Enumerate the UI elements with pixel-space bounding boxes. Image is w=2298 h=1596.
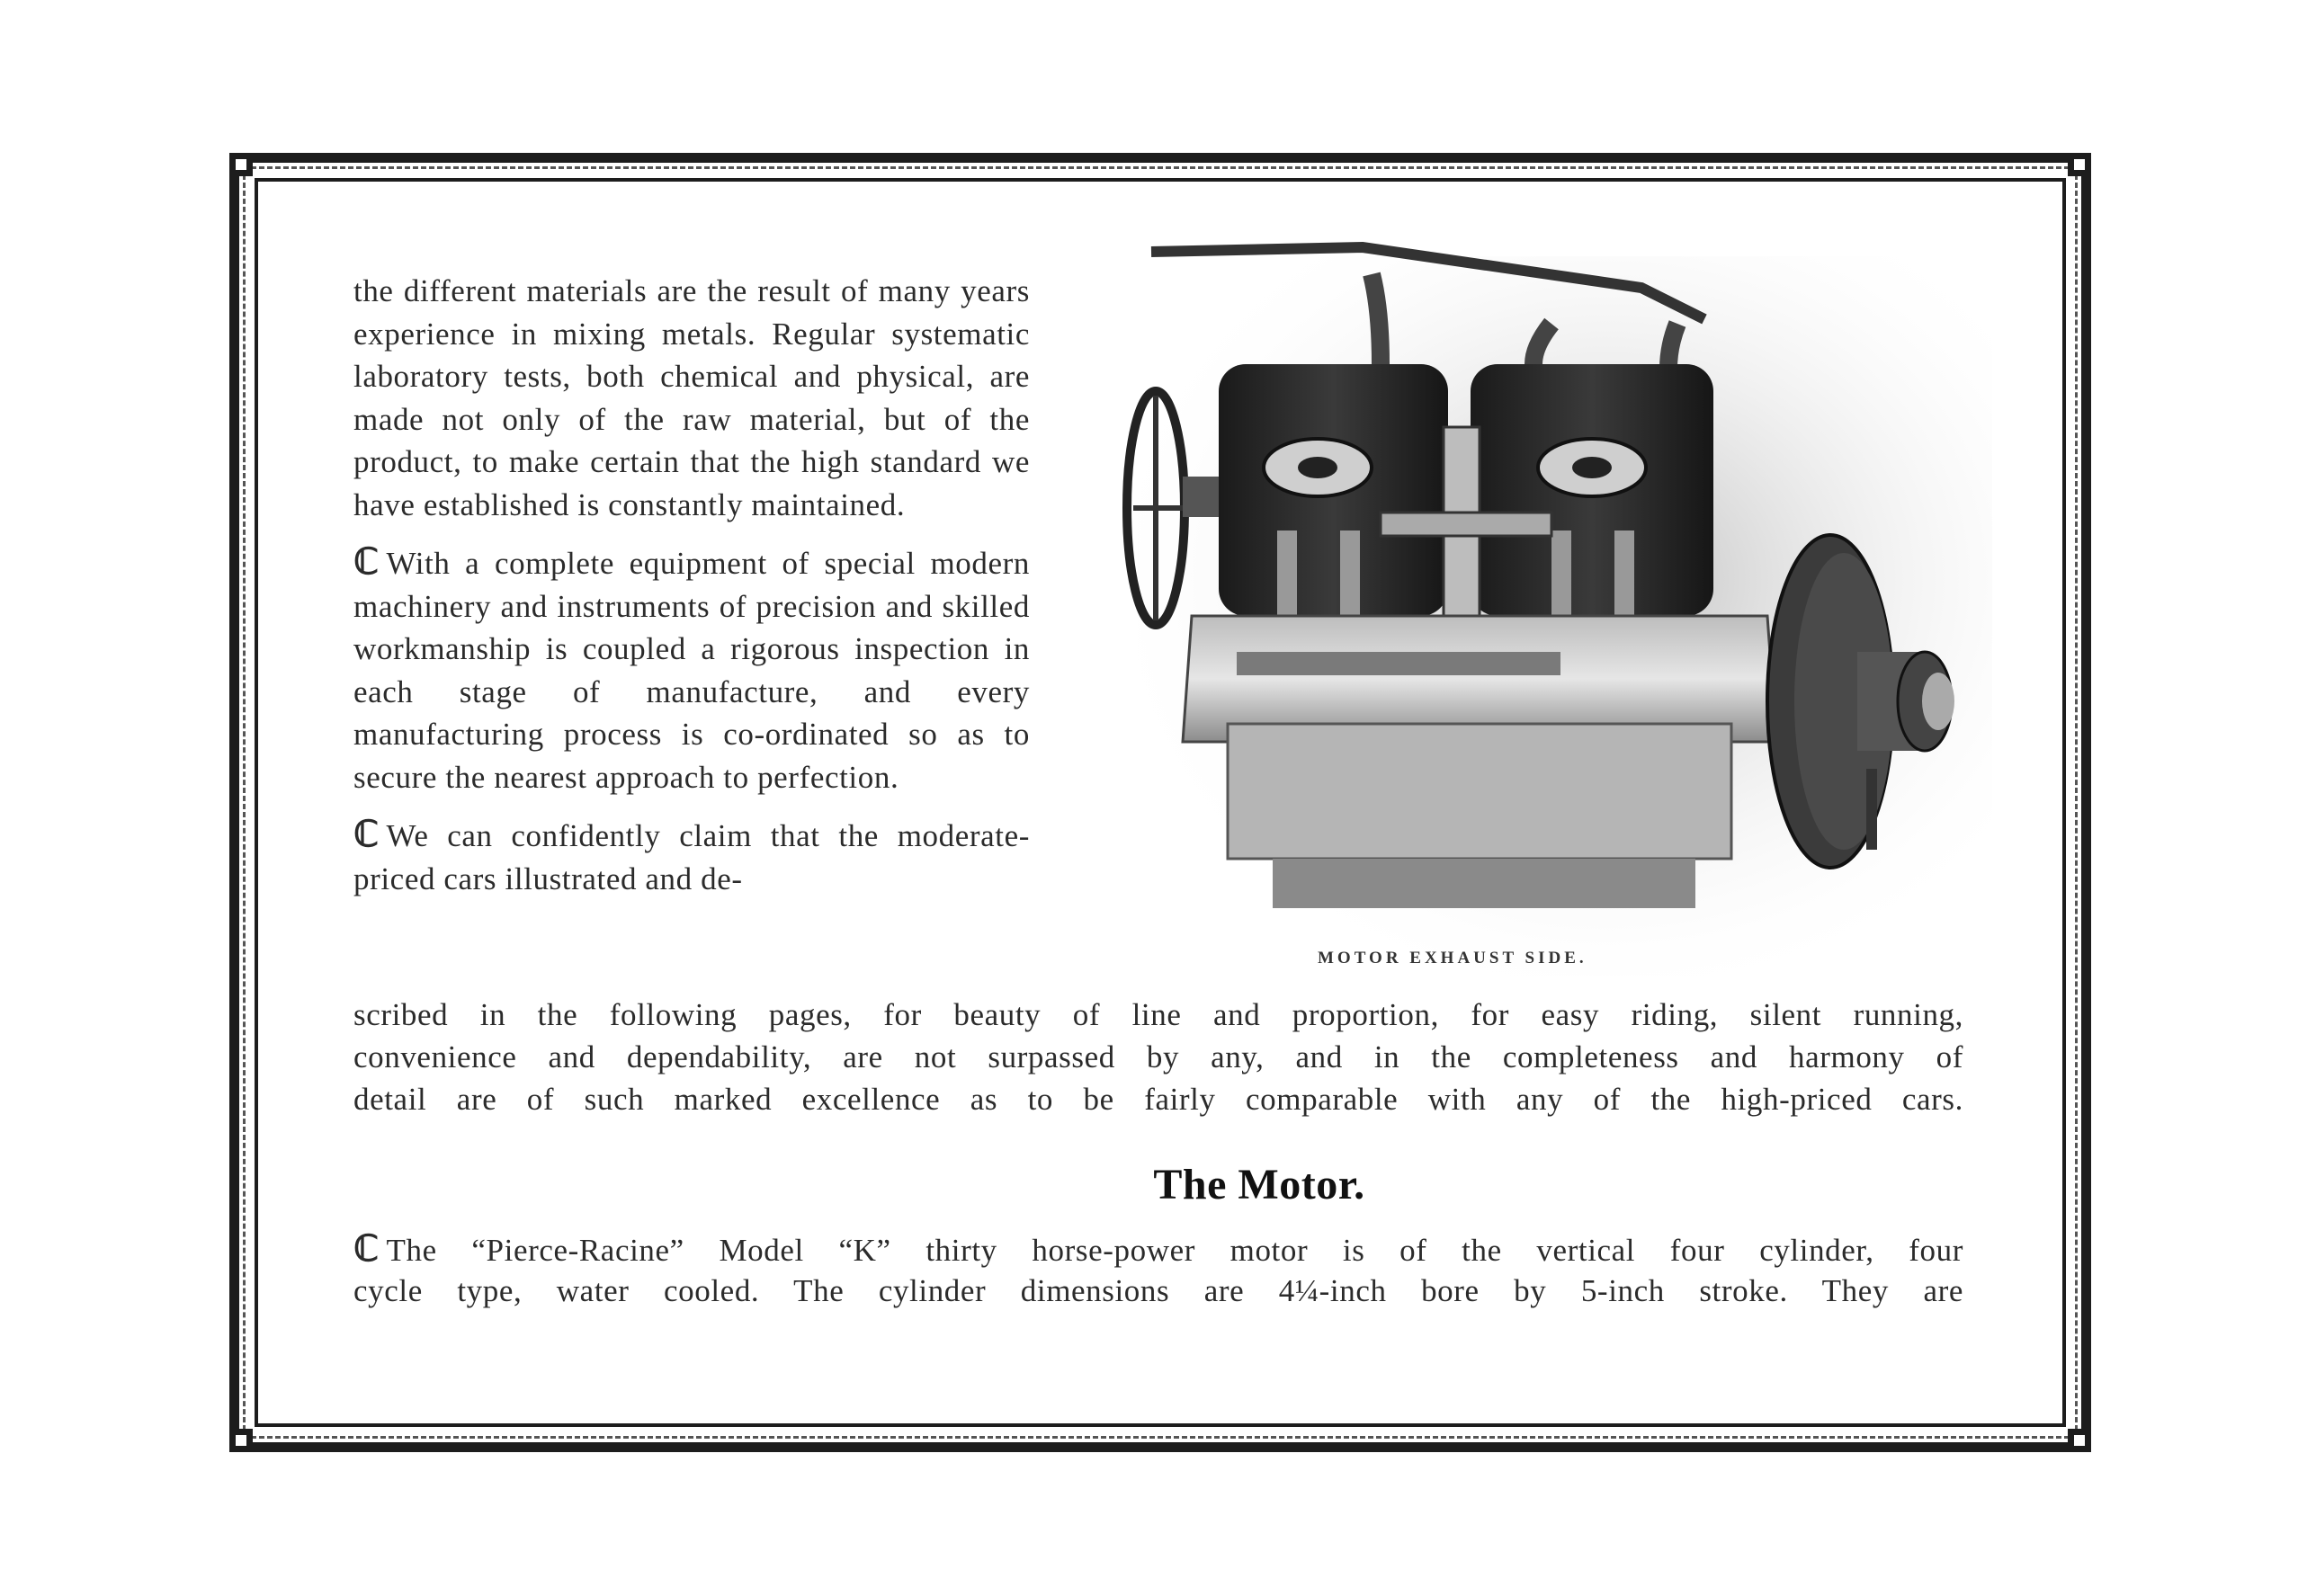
motor-paragraph-line: cycle type, water cooled. The cylinder dimensions are 4¼-inch bore by 5-inch stroke. They are bbox=[353, 1273, 1963, 1308]
paragraph-materials: the different materials are the result of many years experience in mixing metals. Regular systematic laboratory tests, both chemical and physical, are made not only of the raw material, but of the product, to make certain that the high standard we have established is constantly maintained. bbox=[353, 273, 1030, 522]
border-corner-ornament bbox=[2068, 1429, 2091, 1452]
paragraph-equipment: ℂ With a complete equipment of special modern machinery and instruments of precision and skilled workmanship is coupled a rigorous inspection in each stage of manufacture, and every manufacturing process is co-ordinated so as to secure the nearest approach to perfection. bbox=[353, 541, 1030, 795]
paragraph-mark-icon: ℂ bbox=[353, 814, 380, 854]
left-text-column bbox=[353, 270, 1030, 914]
border-corner-ornament bbox=[229, 153, 253, 176]
paragraph-claim-line: scribed in the following pages, for beauty of line and proportion, for easy riding, silent running, bbox=[353, 997, 1963, 1032]
paragraph-mark-icon: ℂ bbox=[353, 541, 380, 582]
paragraph-claim-line: convenience and dependability, are not surpassed by any, and in the completeness and harmony of bbox=[353, 1039, 1963, 1074]
motor-illustration bbox=[1084, 238, 1992, 989]
border-corner-ornament bbox=[229, 1429, 253, 1452]
motor-paragraph-line: ℂ The “Pierce-Racine” Model “K” thirty horse-power motor is of the vertical four cylinder, four bbox=[353, 1228, 1963, 1269]
illustration-caption: MOTOR EXHAUST SIDE. bbox=[1318, 949, 1587, 967]
paragraph-mark-icon: ℂ bbox=[353, 1228, 380, 1269]
border-corner-ornament bbox=[2068, 153, 2091, 176]
paragraph-claim-start: ℂ We can confidently claim that the moderate-priced cars illustrated and de- bbox=[353, 814, 1030, 896]
section-heading: The Motor. bbox=[1153, 1161, 1365, 1208]
paragraph-claim-line: detail are of such marked excellence as to be fairly comparable with any of the high-priced cars. bbox=[353, 1082, 1963, 1117]
